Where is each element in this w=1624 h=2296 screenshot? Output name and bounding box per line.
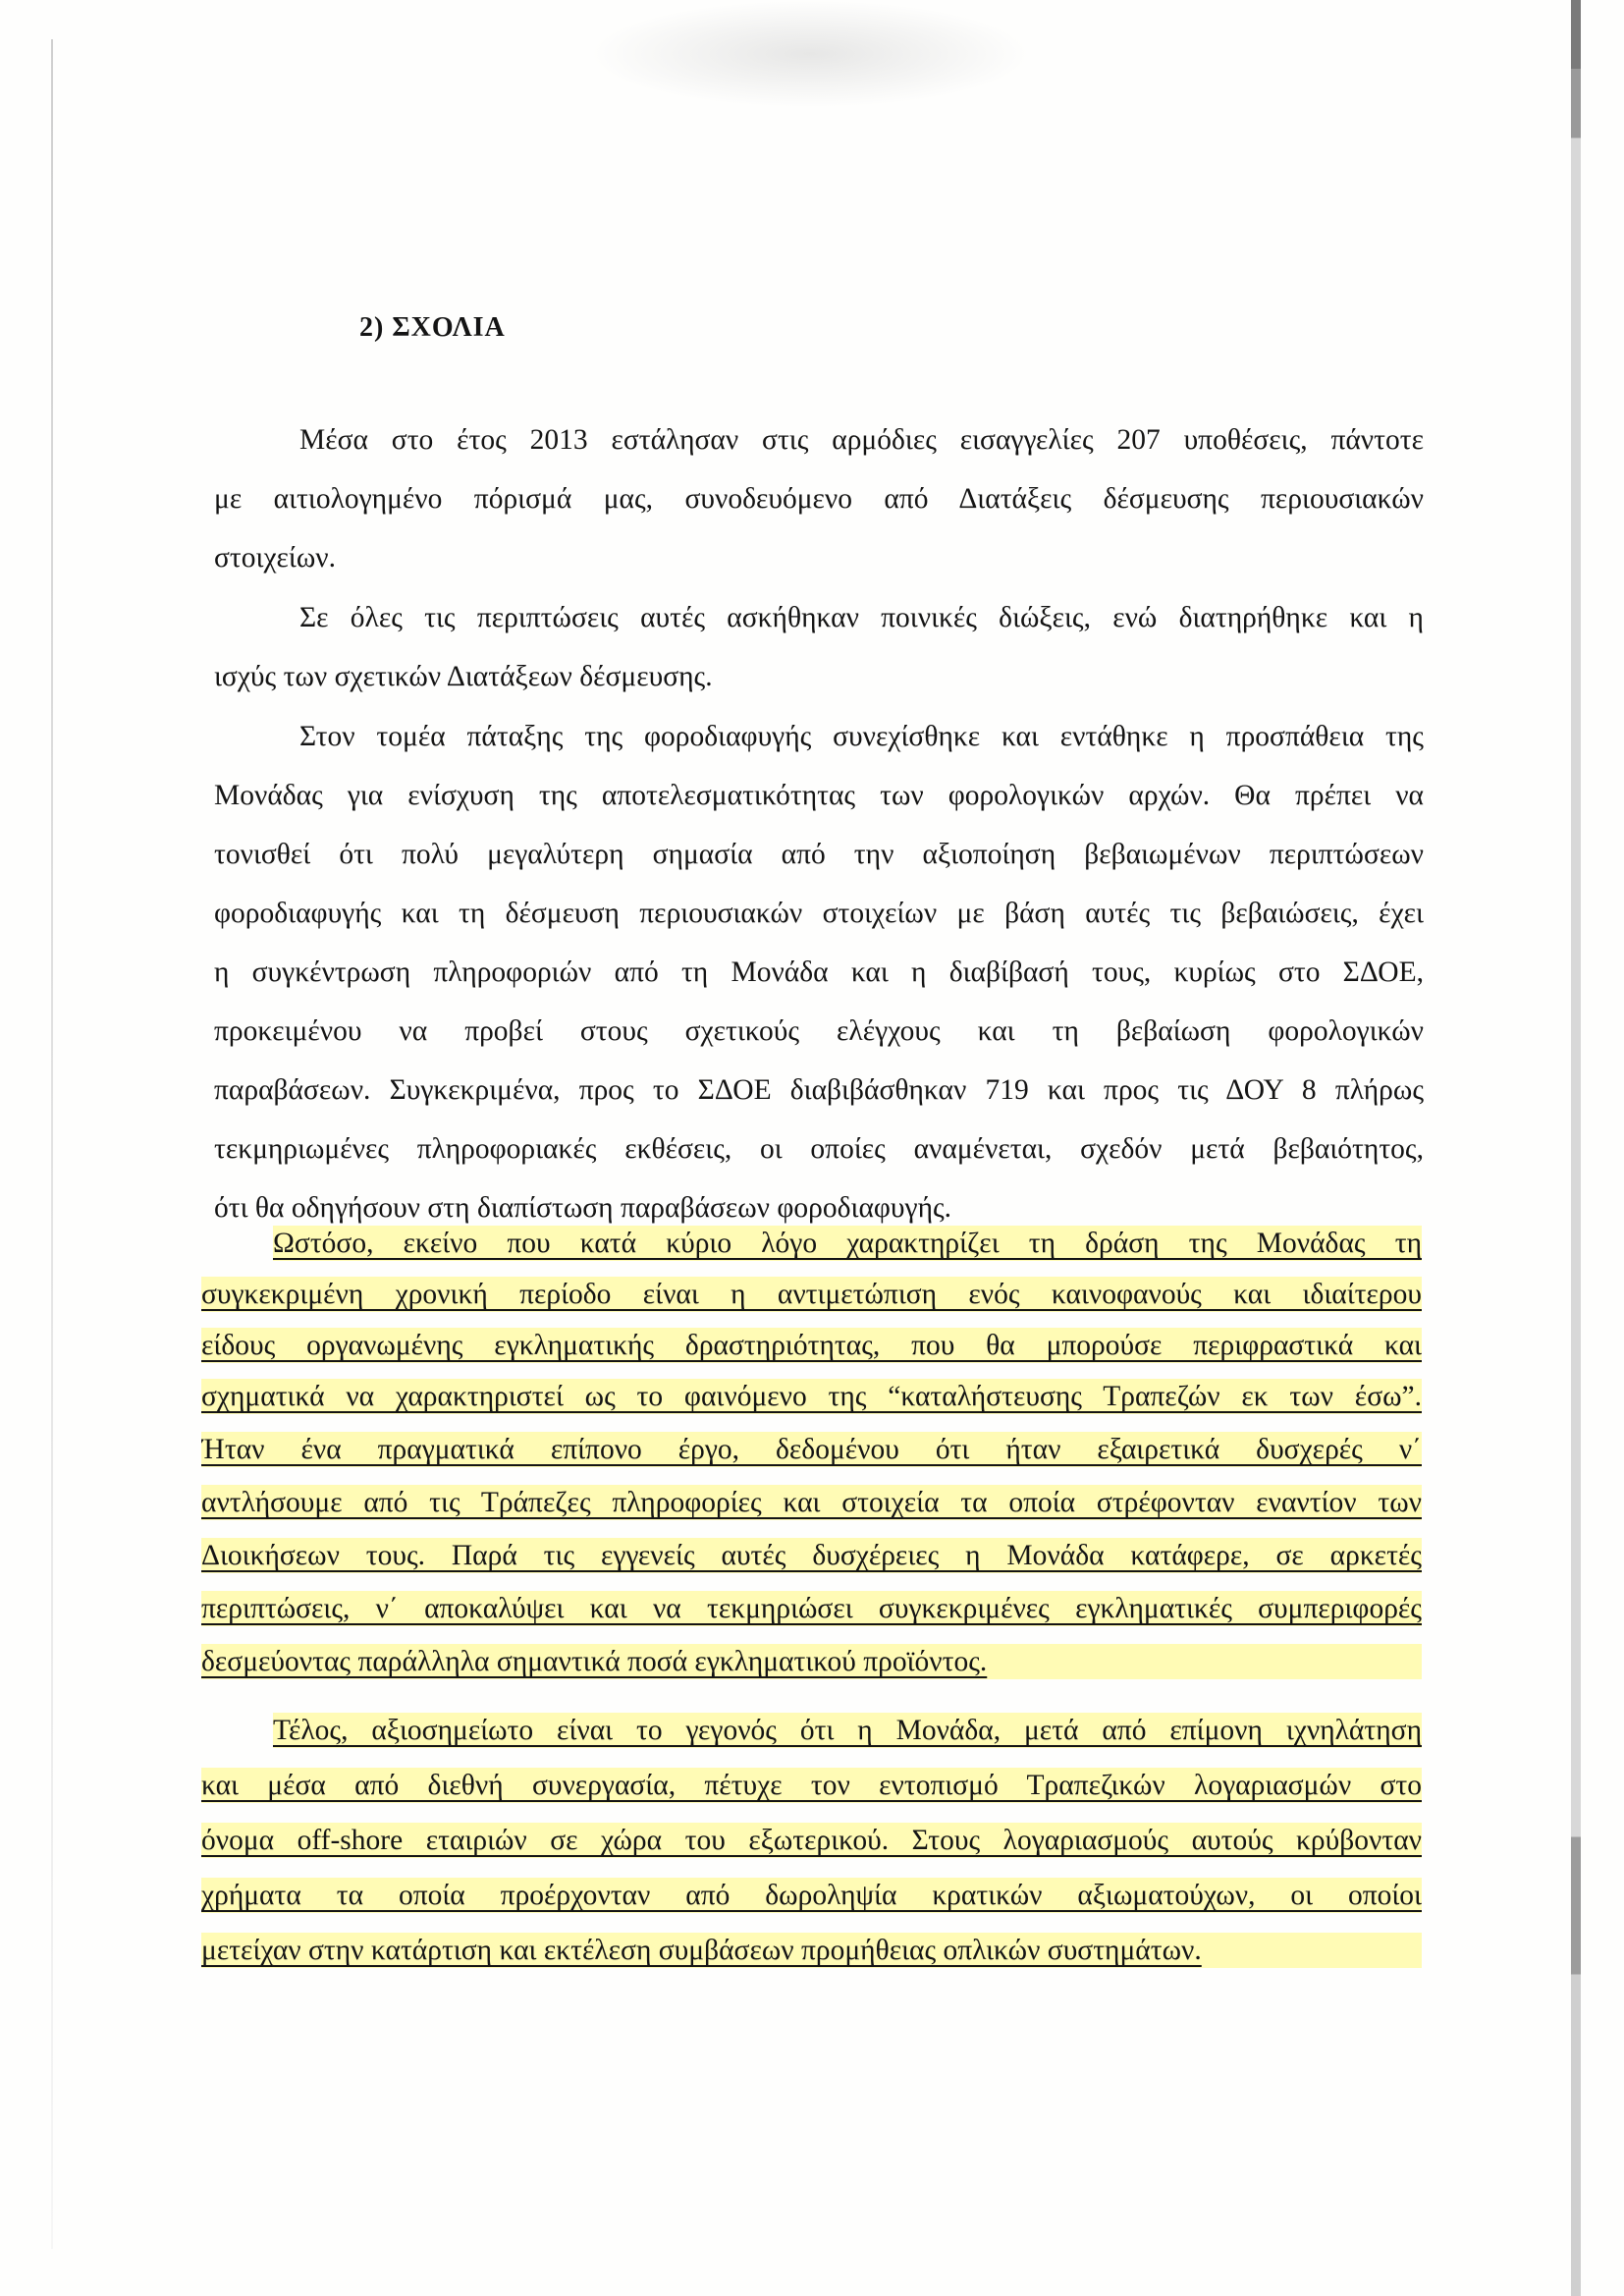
paragraph-5-line: χρήματα τα οποία προέρχονταν από δωροληψία κρατικών αξιωματούχων, οι οποίοι <box>201 1880 1422 1911</box>
paragraph-3-line: προκειμένου να προβεί στους σχετικούς ελέγχους και τη βεβαίωση φορολογικών <box>214 1015 1424 1047</box>
paragraph-4-line: δεσμεύοντας παράλληλα σημαντικά ποσά εγκληματικού προϊόντος. <box>201 1644 1422 1679</box>
paragraph-3-line: παραβάσεων. Συγκεκριμένα, προς το ΣΔΟΕ διαβιβάσθηκαν 719 και προς τις ΔΟΥ 8 πλήρως <box>214 1074 1424 1106</box>
paragraph-3-line: ότι θα οδηγήσουν στη διαπίστωση παραβάσεων φοροδιαφυγής. <box>214 1192 952 1224</box>
paragraph-1-line: στοιχείων. <box>214 542 336 574</box>
paragraph-3-line: τεκμηριωμένες πληροφοριακές εκθέσεις, οι οποίες αναμένεται, σχεδόν μετά βεβαιότητος, <box>214 1133 1424 1165</box>
paragraph-4-line: σχηματικά να χαρακτηριστεί ως το φαινόμενο της “καταλήστευσης Τραπεζών εκ των έσω”. <box>201 1381 1422 1412</box>
paragraph-4-line: περιπτώσεις, ν΄ αποκαλύψει και να τεκμηριώσει συγκεκριμένες εγκληματικές συμπεριφορές <box>201 1593 1422 1624</box>
paragraph-4-line: Διοικήσεων τους. Παρά τις εγγενείς αυτές δυσχέρειες η Μονάδα κατάφερε, σε αρκετές <box>201 1540 1422 1571</box>
paragraph-4-line: είδους οργανωμένης εγκληματικής δραστηριότητας, που θα μπορούσε περιφραστικά και <box>201 1330 1422 1361</box>
paragraph-5-line: μετείχαν στην κατάρτιση και εκτέλεση συμβάσεων προμήθειας οπλικών συστημάτων. <box>201 1933 1422 1968</box>
paragraph-3-line: φοροδιαφυγής και τη δέσμευση περιουσιακών στοιχείων με βάση αυτές τις βεβαιώσεις, έχει <box>214 898 1424 929</box>
paragraph-5-line: και μέσα από διεθνή συνεργασία, πέτυχε τον εντοπισμό Τραπεζικών λογαριασμών στο <box>201 1770 1422 1801</box>
paragraph-3-line: η συγκέντρωση πληροφοριών από τη Μονάδα και η διαβίβασή τους, κυρίως στο ΣΔΟΕ, <box>214 957 1424 988</box>
scan-edge-line <box>51 39 53 2249</box>
paragraph-3-line: Στον τομέα πάταξης της φοροδιαφυγής συνεχίσθηκε και εντάθηκε η προσπάθεια της <box>299 721 1424 752</box>
paragraph-4-line: συγκεκριμένη χρονική περίοδο είναι η αντιμετώπιση ενός καινοφανούς και ιδιαίτερου <box>201 1279 1422 1310</box>
paragraph-3-line: Μονάδας για ενίσχυση της αποτελεσματικότητας των φορολογικών αρχών. Θα πρέπει να <box>214 780 1424 811</box>
paragraph-4-line: Ωστόσο, εκείνο που κατά κύριο λόγο χαρακτηρίζει τη δράση της Μονάδας τη <box>273 1228 1422 1259</box>
paragraph-5-line: Τέλος, αξιοσημείωτο είναι το γεγονός ότι η Μονάδα, μετά από επίμονη ιχνηλάτηση <box>273 1715 1422 1746</box>
paragraph-5-line: όνομα off-shore εταιριών σε χώρα του εξωτερικού. Στους λογαριασμούς αυτούς κρύβονταν <box>201 1825 1422 1856</box>
paragraph-3-line: τονισθεί ότι πολύ μεγαλύτερη σημασία από την αξιοποίηση βεβαιωμένων περιπτώσεων <box>214 839 1424 870</box>
paragraph-2-line: Σε όλες τις περιπτώσεις αυτές ασκήθηκαν ποινικές διώξεις, ενώ διατηρήθηκε και η <box>299 602 1424 633</box>
paragraph-2-line: ισχύς των σχετικών Διατάξεων δέσμευσης. <box>214 661 713 692</box>
paragraph-4-line: αντλήσουμε από τις Τράπεζες πληροφορίες και στοιχεία τα οποία στρέφονταν εναντίον των <box>201 1487 1422 1518</box>
section-heading: 2) ΣΧΟΛΙΑ <box>359 312 506 343</box>
paragraph-1-line: Μέσα στο έτος 2013 εστάλησαν στις αρμόδιες εισαγγελίες 207 υποθέσεις, πάντοτε <box>299 424 1424 456</box>
scan-smudge <box>589 0 1031 108</box>
scan-edge-bar <box>1571 0 1581 2296</box>
paragraph-4-line: Ήταν ένα πραγματικά επίπονο έργο, δεδομένου ότι ήταν εξαιρετικά δυσχερές ν΄ <box>201 1434 1422 1465</box>
paragraph-1-line: με αιτιολογημένο πόρισμά μας, συνοδευόμενο από Διατάξεις δέσμευσης περιουσιακών <box>214 483 1424 515</box>
